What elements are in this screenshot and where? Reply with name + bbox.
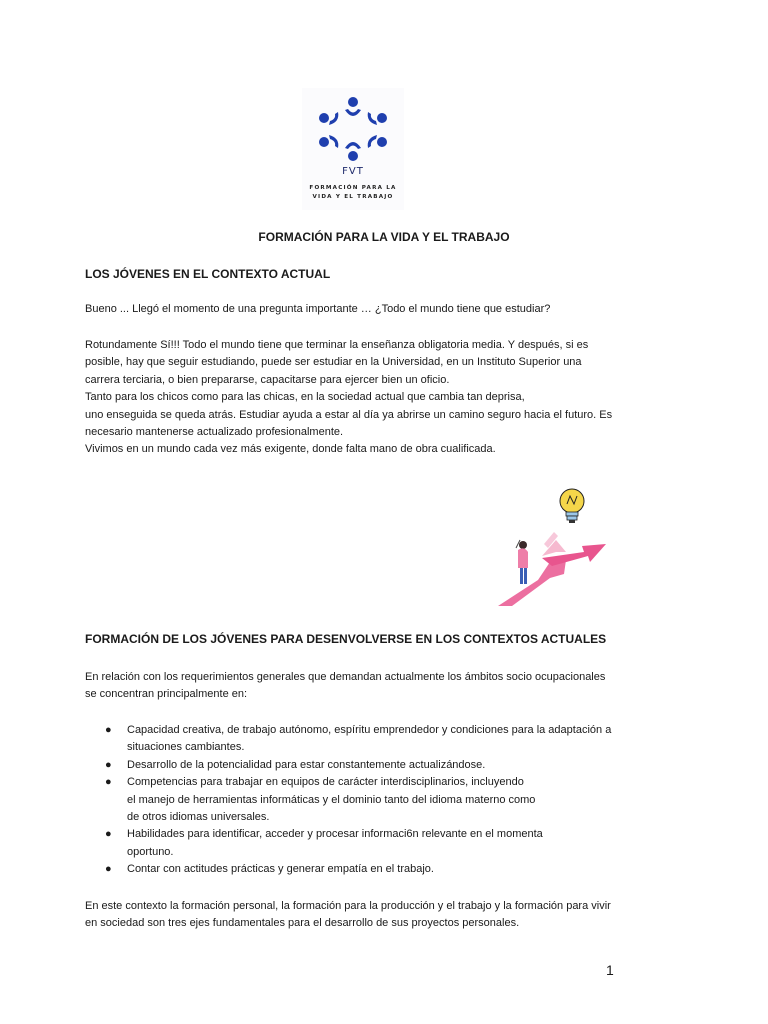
closing-paragraph: En este contexto la formación personal, la formación para la producción y el trabajo y la formación para vivir en sociedad son tres ejes fundamentales para el desarrollo de sus proyectos personales. (85, 900, 611, 930)
arrows-icon (498, 532, 606, 606)
section-heading-formacion: FORMACIÓN DE LOS JÓVENES PARA DESENVOLVERSE EN LOS CONTEXTOS ACTUALES (85, 632, 607, 646)
bullet-icon: ● (105, 863, 112, 876)
person-icon (516, 540, 528, 584)
list-item: ● Desarrollo de la potencialidad para estar constantemente actualizándose. (85, 757, 630, 774)
list-item: ● Competencias para trabajar en equipos de carácter interdisciplinarios, incluyendo el manejo de herramientas informáticas y el dominio tanto del idioma materno como de otros idiomas universales. (105, 776, 536, 824)
logo-abbreviation: FVT (342, 166, 364, 177)
section-heading-jovenes: LOS JÓVENES EN EL CONTEXTO ACTUAL (85, 267, 331, 281)
list-item: ● Contar con actitudes prácticas y generar empatía en el trabajo. (85, 861, 630, 878)
requirements-list (85, 722, 630, 879)
fvt-logo (302, 88, 404, 210)
list-item: ● Capacidad creativa, de trabajo autónomo, espíritu emprendedor y condiciones para la adaptación a situaciones cambiantes. (105, 724, 612, 754)
bullet-icon: ● (105, 828, 112, 841)
document-title: FORMACIÓN PARA LA VIDA Y EL TRABAJO (258, 230, 510, 244)
intro-question: Bueno ... Llegó el momento de una pregunta importante … ¿Todo el mundo tiene que estudiar? (85, 303, 551, 315)
page-number: 1 (606, 962, 614, 978)
list-item: ● Habilidades para identificar, acceder y procesar informaci6n relevante en el momenta oportuno. (105, 828, 543, 858)
lightbulb-person-arrows-illustration (494, 482, 618, 610)
logo-tagline: FORMACIÓN PARA LA VIDA Y EL TRABAJO (309, 185, 397, 200)
section1-paragraph: Rotundamente Sí!!! Todo el mundo tiene que terminar la enseñanza obligatoria media. Y después, si es posible, hay que seguir estudiando, puede ser estudiar en la Universidad, en un Instituto Superior una carrera terciaria, o bien prepararse, capacitarse para ejercer bien un oficio. Tanto para los chicos como para las chicas, en la sociedad actual que cambia tan deprisa, uno enseguida se queda atrás. Estudiar ayuda a estar al día ya abrirse un camino seguro hacia el futuro. Es necesario mantenerse actualizado profesionalmente. Vivimos en un mundo cada vez más exigente, donde falta mano de obra cualificada. (85, 339, 613, 456)
bullet-icon: ● (105, 776, 112, 789)
lightbulb-icon (560, 489, 584, 523)
section2-intro: En relación con los requerimientos generales que demandan actualmente los ámbitos socio ocupacionales se concentran principalmente en: (85, 671, 606, 701)
bullet-icon: ● (105, 724, 112, 736)
bullet-icon: ● (105, 758, 112, 771)
fvt-emblem-icon (314, 92, 392, 166)
